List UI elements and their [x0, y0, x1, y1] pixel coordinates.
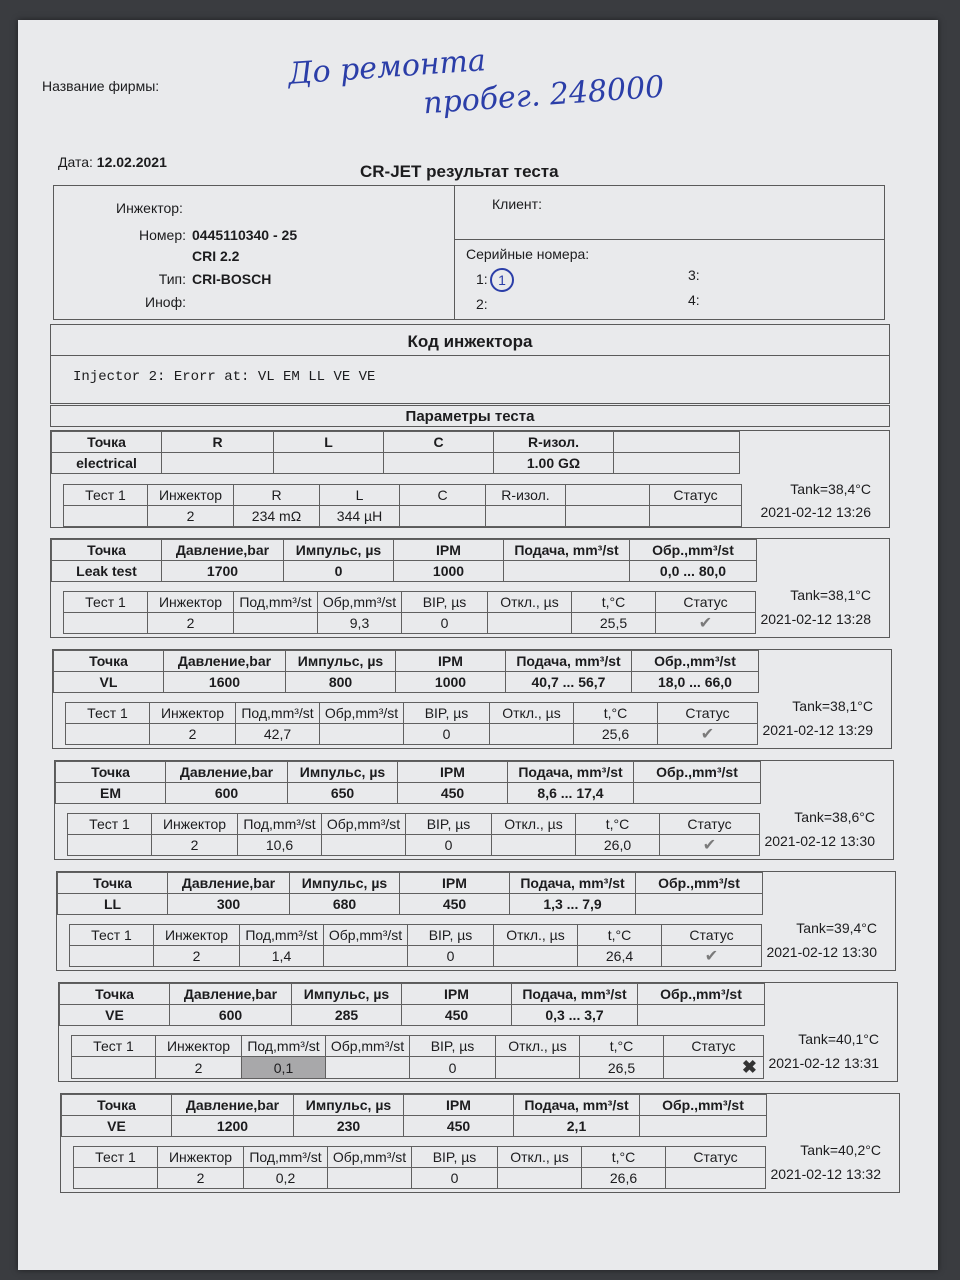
test-1-subvalue-6: 25,5 — [572, 613, 656, 634]
test-4-subvalue-1: 2 — [154, 946, 240, 967]
test-2-subheader-4: BIP, µs — [404, 703, 490, 724]
test-4-value-1: 300 — [168, 894, 290, 915]
test-3-subvalue-7 — [660, 835, 760, 856]
test-1-header-3: IPM — [394, 540, 504, 561]
test-header-table — [55, 761, 761, 804]
test-1-subvalue-3: 9,3 — [318, 613, 402, 634]
el-sh-3: L — [320, 485, 400, 506]
test-5-subheader-3: Обр,mm³/st — [326, 1036, 410, 1057]
test-4-header-1: Давление,bar — [168, 873, 290, 894]
el-sv-3: 344 µH — [320, 506, 400, 527]
test-1-value-1: 1700 — [162, 561, 284, 582]
el-sh-6 — [566, 485, 650, 506]
test-2-subheader-1: Инжектор — [150, 703, 236, 724]
test-2-header-0: Точка — [54, 651, 164, 672]
el-sv-5 — [486, 506, 566, 527]
test-1-value-5: 0,0 ... 80,0 — [630, 561, 757, 582]
test-6-subvalue-6: 26,6 — [582, 1168, 666, 1189]
el-sv-6 — [566, 506, 650, 527]
type-value: CRI-BOSCH — [192, 271, 272, 287]
test-3-header-2: Импульс, µs — [288, 762, 398, 783]
el-sh-7: Статус — [650, 485, 742, 506]
test-3-header-1: Давление,bar — [166, 762, 288, 783]
test-4-header-2: Импульс, µs — [290, 873, 400, 894]
injector-code-text: Injector 2: Erorr at: VL EM LL VE VE — [73, 369, 376, 385]
test-4-header-5: Обр.,mm³/st — [636, 873, 763, 894]
el-v-0: electrical — [52, 453, 162, 474]
test-4-value-2: 680 — [290, 894, 400, 915]
test-6-value-2: 230 — [294, 1116, 404, 1137]
test-3-subheader-2: Под,mm³/st — [238, 814, 322, 835]
test-3-subheader-5: Откл., µs — [492, 814, 576, 835]
test-2-subheader-2: Под,mm³/st — [236, 703, 320, 724]
test-2-subvalue-7 — [658, 724, 758, 745]
test-tank: Tank=40,1°C — [798, 1031, 879, 1047]
test-6-header-4: Подача, mm³/st — [514, 1095, 640, 1116]
test-tank: Tank=39,4°C — [796, 920, 877, 936]
el-sv-7 — [650, 506, 742, 527]
test-4-header-3: IPM — [400, 873, 510, 894]
el-v-2 — [274, 453, 384, 474]
test-tank: Tank=40,2°C — [800, 1142, 881, 1158]
el-sh-1: Инжектор — [148, 485, 234, 506]
test-6-value-1: 1200 — [172, 1116, 294, 1137]
test-section-1 — [50, 538, 890, 638]
test-header-table — [53, 650, 759, 693]
test-1-subheader-4: BIP, µs — [402, 592, 488, 613]
test-sub-table — [65, 702, 758, 745]
test-6-subvalue-3 — [328, 1168, 412, 1189]
number-value: 0445110340 - 25 — [192, 227, 298, 243]
test-sub-table — [67, 813, 760, 856]
check-icon: ✔ — [704, 948, 719, 965]
test-header-table — [51, 539, 757, 582]
test-6-subheader-3: Обр,mm³/st — [328, 1147, 412, 1168]
serial-label: Серийные номера: — [466, 246, 590, 262]
test-2-value-2: 800 — [286, 672, 396, 693]
test-1-value-4 — [504, 561, 630, 582]
el-sv-2: 234 mΩ — [234, 506, 320, 527]
test-5-header-3: IPM — [402, 984, 512, 1005]
test-3-value-0: EM — [56, 783, 166, 804]
test-3-value-1: 600 — [166, 783, 288, 804]
serial-3-label: 3: — [688, 267, 700, 283]
test-6-header-2: Импульс, µs — [294, 1095, 404, 1116]
check-icon: ✔ — [700, 726, 715, 743]
test-3-subheader-1: Инжектор — [152, 814, 238, 835]
test-5-header-5: Обр.,mm³/st — [638, 984, 765, 1005]
test-6-value-0: VE — [62, 1116, 172, 1137]
test-header-table — [57, 872, 763, 915]
test-4-subvalue-3 — [324, 946, 408, 967]
test-sub-table — [73, 1146, 766, 1189]
test-4-value-5 — [636, 894, 763, 915]
check-icon: ✔ — [702, 837, 717, 854]
el-v-3 — [384, 453, 494, 474]
test-tank: Tank=38,1°C — [792, 698, 873, 714]
test-4-subheader-0: Тест 1 — [70, 925, 154, 946]
el-sh-4: C — [400, 485, 486, 506]
test-section-6 — [60, 1093, 900, 1193]
test-3-subvalue-4: 0 — [406, 835, 492, 856]
el-h-0: Точка — [52, 432, 162, 453]
test-3-value-2: 650 — [288, 783, 398, 804]
test-5-header-4: Подача, mm³/st — [512, 984, 638, 1005]
serial-4-label: 4: — [688, 292, 700, 308]
injector-info-box — [53, 185, 885, 320]
test-2-header-1: Давление,bar — [164, 651, 286, 672]
test-4-subheader-4: BIP, µs — [408, 925, 494, 946]
test-6-header-0: Точка — [62, 1095, 172, 1116]
test-4-subvalue-6: 26,4 — [578, 946, 662, 967]
test-section-3 — [54, 760, 894, 860]
test-1-subvalue-1: 2 — [148, 613, 234, 634]
test-4-subvalue-7 — [662, 946, 762, 967]
el-h-5 — [614, 432, 740, 453]
test-2-value-4: 40,7 ... 56,7 — [506, 672, 632, 693]
serial-1-value: 1 — [490, 268, 514, 292]
test-6-header-1: Давление,bar — [172, 1095, 294, 1116]
test-2-subheader-5: Откл., µs — [490, 703, 574, 724]
test-5-value-0: VE — [60, 1005, 170, 1026]
serial-1-label: 1: — [476, 271, 488, 287]
test-5-subvalue-7 — [664, 1057, 764, 1079]
test-2-value-5: 18,0 ... 66,0 — [632, 672, 759, 693]
test-5-subvalue-4: 0 — [410, 1057, 496, 1079]
test-1-header-2: Импульс, µs — [284, 540, 394, 561]
test-1-subvalue-7 — [656, 613, 756, 634]
test-section-2 — [52, 649, 892, 749]
test-5-value-2: 285 — [292, 1005, 402, 1026]
el-h-3: C — [384, 432, 494, 453]
test-sub-table — [69, 924, 762, 967]
test-6-subheader-4: BIP, µs — [412, 1147, 498, 1168]
test-2-subvalue-0 — [66, 724, 150, 745]
test-2-header-4: Подача, mm³/st — [506, 651, 632, 672]
test-2-header-2: Импульс, µs — [286, 651, 396, 672]
el-sh-2: R — [234, 485, 320, 506]
test-1-subvalue-4: 0 — [402, 613, 488, 634]
test-section-5 — [58, 982, 898, 1082]
test-5-subheader-6: t,°C — [580, 1036, 664, 1057]
test-1-subheader-1: Инжектор — [148, 592, 234, 613]
report-title: CR-JET результат теста — [360, 162, 559, 181]
el-h-2: L — [274, 432, 384, 453]
company-label: Название фирмы: — [42, 78, 160, 94]
test-2-value-3: 1000 — [396, 672, 506, 693]
client-label: Клиент: — [492, 196, 542, 212]
el-h-4: R-изол. — [494, 432, 614, 453]
test-1-subvalue-0 — [64, 613, 148, 634]
test-3-subheader-7: Статус — [660, 814, 760, 835]
injector-code-title: Код инжектора — [407, 332, 533, 351]
test-2-subvalue-2: 42,7 — [236, 724, 320, 745]
injector-label: Инжектор: — [116, 200, 183, 216]
injector-code-box — [50, 324, 890, 404]
test-1-header-0: Точка — [52, 540, 162, 561]
test-3-subvalue-1: 2 — [152, 835, 238, 856]
test-2-value-0: VL — [54, 672, 164, 693]
test-6-subheader-1: Инжектор — [158, 1147, 244, 1168]
test-3-value-5 — [634, 783, 761, 804]
test-2-value-1: 1600 — [164, 672, 286, 693]
test-1-subheader-7: Статус — [656, 592, 756, 613]
test-time: 2021-02-12 13:28 — [760, 611, 871, 627]
number-label: Номер: — [139, 227, 186, 243]
el-v-5 — [614, 453, 740, 474]
test-3-subvalue-5 — [492, 835, 576, 856]
test-4-subvalue-2: 1,4 — [240, 946, 324, 967]
test-time: 2021-02-12 13:30 — [766, 944, 877, 960]
test-tank: Tank=38,1°C — [790, 587, 871, 603]
test-6-value-5 — [640, 1116, 767, 1137]
test-header-table — [59, 983, 765, 1026]
el-time: 2021-02-12 13:26 — [760, 504, 871, 520]
test-2-subheader-0: Тест 1 — [66, 703, 150, 724]
test-5-subheader-5: Откл., µs — [496, 1036, 580, 1057]
test-5-subvalue-6: 26,5 — [580, 1057, 664, 1079]
test-1-subheader-3: Обр,mm³/st — [318, 592, 402, 613]
test-5-subheader-4: BIP, µs — [410, 1036, 496, 1057]
test-1-value-0: Leak test — [52, 561, 162, 582]
test-4-value-4: 1,3 ... 7,9 — [510, 894, 636, 915]
test-3-subvalue-3 — [322, 835, 406, 856]
el-v-4: 1.00 GΩ — [494, 453, 614, 474]
el-v-1 — [162, 453, 274, 474]
test-4-subheader-3: Обр,mm³/st — [324, 925, 408, 946]
test-4-subheader-5: Откл., µs — [494, 925, 578, 946]
test-3-subheader-6: t,°C — [576, 814, 660, 835]
test-2-subheader-7: Статус — [658, 703, 758, 724]
test-1-subheader-5: Откл., µs — [488, 592, 572, 613]
test-2-header-3: IPM — [396, 651, 506, 672]
number-value-2: CRI 2.2 — [192, 248, 240, 264]
test-4-header-0: Точка — [58, 873, 168, 894]
test-section-4 — [56, 871, 896, 971]
test-3-value-4: 8,6 ... 17,4 — [508, 783, 634, 804]
date-value: 12.02.2021 — [96, 154, 167, 170]
electrical-section — [50, 430, 890, 528]
test-sub-table — [71, 1035, 764, 1079]
test-5-subheader-7: Статус — [664, 1036, 764, 1057]
test-1-subheader-6: t,°C — [572, 592, 656, 613]
test-3-subvalue-6: 26,0 — [576, 835, 660, 856]
test-5-header-1: Давление,bar — [170, 984, 292, 1005]
test-3-subheader-3: Обр,mm³/st — [322, 814, 406, 835]
test-5-header-2: Импульс, µs — [292, 984, 402, 1005]
test-4-value-3: 450 — [400, 894, 510, 915]
test-1-subheader-0: Тест 1 — [64, 592, 148, 613]
test-3-header-3: IPM — [398, 762, 508, 783]
test-4-subvalue-0 — [70, 946, 154, 967]
test-6-value-3: 450 — [404, 1116, 514, 1137]
test-5-subheader-1: Инжектор — [156, 1036, 242, 1057]
el-sh-0: Тест 1 — [64, 485, 148, 506]
test-4-subheader-7: Статус — [662, 925, 762, 946]
handwritten-note-line2: пробег. 248000 — [422, 69, 666, 122]
test-5-value-4: 0,3 ... 3,7 — [512, 1005, 638, 1026]
test-5-subvalue-2: 0,1 — [242, 1057, 326, 1079]
test-1-header-1: Давление,bar — [162, 540, 284, 561]
test-3-header-4: Подача, mm³/st — [508, 762, 634, 783]
test-5-header-0: Точка — [60, 984, 170, 1005]
test-3-subheader-4: BIP, µs — [406, 814, 492, 835]
test-4-subvalue-4: 0 — [408, 946, 494, 967]
check-icon: ✔ — [698, 615, 713, 632]
test-6-subheader-5: Откл., µs — [498, 1147, 582, 1168]
test-6-subvalue-1: 2 — [158, 1168, 244, 1189]
test-5-subheader-2: Под,mm³/st — [242, 1036, 326, 1057]
test-header-table — [61, 1094, 767, 1137]
test-tank: Tank=38,6°C — [794, 809, 875, 825]
test-1-subheader-2: Под,mm³/st — [234, 592, 318, 613]
params-title: Параметры теста — [405, 408, 535, 425]
test-2-subvalue-4: 0 — [404, 724, 490, 745]
electrical-header-table — [51, 431, 740, 474]
test-2-subvalue-5 — [490, 724, 574, 745]
test-time: 2021-02-12 13:29 — [762, 722, 873, 738]
test-6-subheader-7: Статус — [666, 1147, 766, 1168]
test-1-header-4: Подача, mm³/st — [504, 540, 630, 561]
test-sub-table — [63, 591, 756, 634]
test-4-subheader-6: t,°C — [578, 925, 662, 946]
el-sv-1: 2 — [148, 506, 234, 527]
el-sv-0 — [64, 506, 148, 527]
info-label: Иноф: — [145, 294, 186, 310]
test-6-value-4: 2,1 — [514, 1116, 640, 1137]
test-3-subvalue-2: 10,6 — [238, 835, 322, 856]
electrical-sub-table — [63, 484, 742, 527]
test-3-header-0: Точка — [56, 762, 166, 783]
test-5-value-3: 450 — [402, 1005, 512, 1026]
test-3-header-5: Обр.,mm³/st — [634, 762, 761, 783]
test-6-subvalue-0 — [74, 1168, 158, 1189]
test-2-subvalue-6: 25,6 — [574, 724, 658, 745]
report-page — [18, 20, 938, 1270]
test-3-value-3: 450 — [398, 783, 508, 804]
test-6-subvalue-2: 0,2 — [244, 1168, 328, 1189]
test-1-subvalue-2 — [234, 613, 318, 634]
test-3-subheader-0: Тест 1 — [68, 814, 152, 835]
test-4-value-0: LL — [58, 894, 168, 915]
test-5-value-5 — [638, 1005, 765, 1026]
test-1-value-2: 0 — [284, 561, 394, 582]
params-title-box — [50, 405, 890, 427]
el-h-1: R — [162, 432, 274, 453]
el-sv-4 — [400, 506, 486, 527]
el-tank: Tank=38,4°C — [790, 481, 871, 497]
test-6-subvalue-5 — [498, 1168, 582, 1189]
test-2-subvalue-3 — [320, 724, 404, 745]
type-label: Тип: — [158, 271, 186, 287]
test-5-subvalue-5 — [496, 1057, 580, 1079]
date-row — [58, 154, 167, 170]
test-1-subvalue-5 — [488, 613, 572, 634]
test-time: 2021-02-12 13:30 — [764, 833, 875, 849]
test-5-subheader-0: Тест 1 — [72, 1036, 156, 1057]
test-4-subheader-1: Инжектор — [154, 925, 240, 946]
test-5-subvalue-3 — [326, 1057, 410, 1079]
el-sh-5: R-изол. — [486, 485, 566, 506]
serial-2-label: 2: — [476, 296, 488, 312]
test-6-header-5: Обр.,mm³/st — [640, 1095, 767, 1116]
test-2-subheader-6: t,°C — [574, 703, 658, 724]
test-2-header-5: Обр.,mm³/st — [632, 651, 759, 672]
test-1-header-5: Обр.,mm³/st — [630, 540, 757, 561]
test-5-value-1: 600 — [170, 1005, 292, 1026]
test-6-subheader-0: Тест 1 — [74, 1147, 158, 1168]
test-6-subheader-2: Под,mm³/st — [244, 1147, 328, 1168]
test-time: 2021-02-12 13:32 — [770, 1166, 881, 1182]
test-6-subvalue-4: 0 — [412, 1168, 498, 1189]
test-1-value-3: 1000 — [394, 561, 504, 582]
test-3-subvalue-0 — [68, 835, 152, 856]
test-5-subvalue-1: 2 — [156, 1057, 242, 1079]
test-time: 2021-02-12 13:31 — [768, 1055, 879, 1071]
cross-icon: ✖ — [741, 1057, 757, 1077]
test-2-subvalue-1: 2 — [150, 724, 236, 745]
test-2-subheader-3: Обр,mm³/st — [320, 703, 404, 724]
test-5-subvalue-0 — [72, 1057, 156, 1079]
test-6-subvalue-7 — [666, 1168, 766, 1189]
test-6-header-3: IPM — [404, 1095, 514, 1116]
test-6-subheader-6: t,°C — [582, 1147, 666, 1168]
test-4-subheader-2: Под,mm³/st — [240, 925, 324, 946]
handwritten-note-line1: До ремонта — [287, 43, 487, 92]
date-label: Дата: — [58, 154, 93, 170]
test-4-header-4: Подача, mm³/st — [510, 873, 636, 894]
test-4-subvalue-5 — [494, 946, 578, 967]
